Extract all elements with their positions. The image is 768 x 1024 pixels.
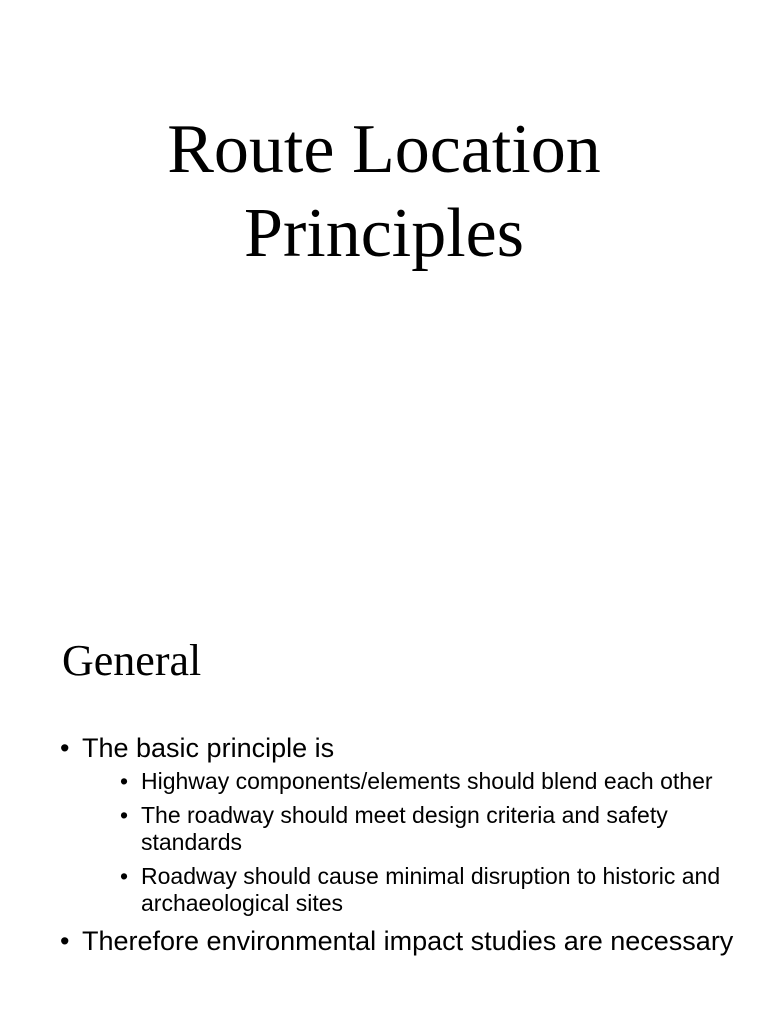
sub-bullet-item: • The roadway should meet design criteria and safety standards (120, 802, 740, 856)
slide-title-line-2: Principles (244, 195, 524, 272)
bullet-list (60, 732, 740, 957)
bullet-item (60, 732, 740, 917)
sub-bullet-item: • Roadway should cause minimal disruption to historic and archaeological sites (120, 863, 740, 917)
bullet-text: The basic principle is (82, 733, 335, 763)
slide-title-line-1: Route Location (167, 111, 601, 188)
section-heading: General (62, 636, 202, 685)
bullet-item (60, 925, 740, 957)
sub-bullet-list (82, 768, 740, 917)
slide-title (0, 108, 768, 276)
sub-bullet-item: • Highway components/elements should blend each other (120, 768, 740, 795)
bullet-text: Therefore environmental impact studies are necessary (82, 926, 734, 956)
